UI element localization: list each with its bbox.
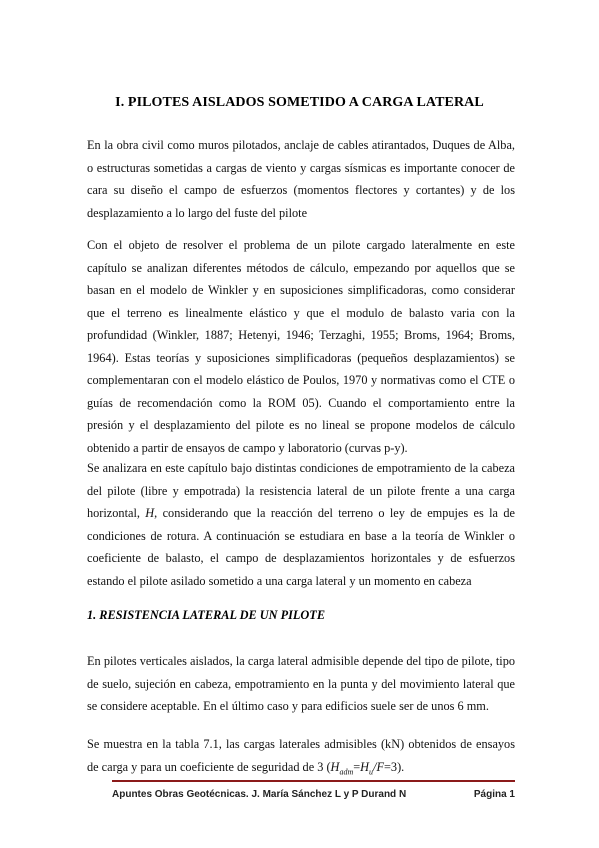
subscript-adm: adm (339, 766, 354, 776)
symbol-H-adm: H (330, 759, 340, 774)
paragraph-table-ref-part1: Se muestra en la tabla 7.1, las cargas laterales admisibles (kN) obtenidos de ensayos de carga y para un coeficiente de seguridad de 3 ( (87, 737, 515, 774)
equals-sign: = (353, 759, 361, 774)
paragraph-analysis (87, 457, 515, 592)
subscript-u: u (369, 766, 374, 776)
paragraph-analysis-part2: , considerando que la reacción del terreno o ley de empujes es la de condiciones de rotura. A continuación se estudiara en base a la teoría de Winkler o coeficiente de balasto, el campo de desplazamientos horizontales y de esfuerzos estando el pilote asilado sometido a una carga lateral y un momento en cabeza (87, 506, 515, 588)
paragraph-analysis-part1: Se analizara en este capítulo bajo distintas condiciones de empotramiento de la cabeza del pilote (libre y empotrada) la resistencia lateral de un pilote frente a una carga horizontal, (87, 461, 515, 520)
symbol-H-u: H (360, 759, 370, 774)
paragraph-table-ref (87, 733, 515, 783)
paragraph-methods: Con el objeto de resolver el problema de un pilote cargado lateralmente en este capítulo se analizan diferentes métodos de cálculo, empezando por aquellos que se basan en el modelo de Winkler y en suposiciones simplificadoras, como considerar que el terreno es linealmente elástico y que el modulo de balasto varia con la profundidad (Winkler, 1887; Hetenyi, 1946; Terzaghi, 1955; Broms, 1964; Broms, 1964). Estas teorías y suposiciones simplificadoras (pequeños desplazamientos) se complementaran con el modelo elástico de Poulos, 1970 y normativas como el CTE o guías de recomendación como la ROM 05). Cuando el comportamiento entre la presión y el desplazamiento del pilote es no lineal se propone modelos de cálculo obtenido a partir de ensayos de campo y laboratorio (curvas p-y). (87, 238, 515, 455)
symbol-F: /F (373, 759, 384, 774)
paragraph-table-ref-part2: =3). (383, 759, 405, 774)
section-heading: 1. RESISTENCIA LATERAL DE UN PILOTE (87, 608, 326, 622)
symbol-H: H (145, 506, 155, 520)
footer-title: Apuntes Obras Geotécnicas. J. María Sánchez L y P Durand N (112, 789, 407, 800)
footer-rule (112, 780, 515, 782)
page-number: Página 1 (473, 789, 515, 800)
paragraph-lateral-load: En pilotes verticales aislados, la carga lateral admisible depende del tipo de pilote, tipo de suelo, sujeción en cabeza, empotramiento en la punta y del movimiento lateral que se considere aceptable. En el último caso y para edificios suele ser de unos 6 mm. (87, 654, 515, 713)
paragraph-intro: En la obra civil como muros pilotados, anclaje de cables atirantados, Duques de Alba, o estructuras sometidas a cargas de viento y cargas sísmicas es importante conocer de cara su diseño el campo de esfuerzos (momentos flectores y cortantes) y de los desplazamiento a lo largo del fuste del pilote (87, 138, 515, 220)
page-title: I. PILOTES AISLADOS SOMETIDO A CARGA LATERAL (115, 95, 484, 110)
